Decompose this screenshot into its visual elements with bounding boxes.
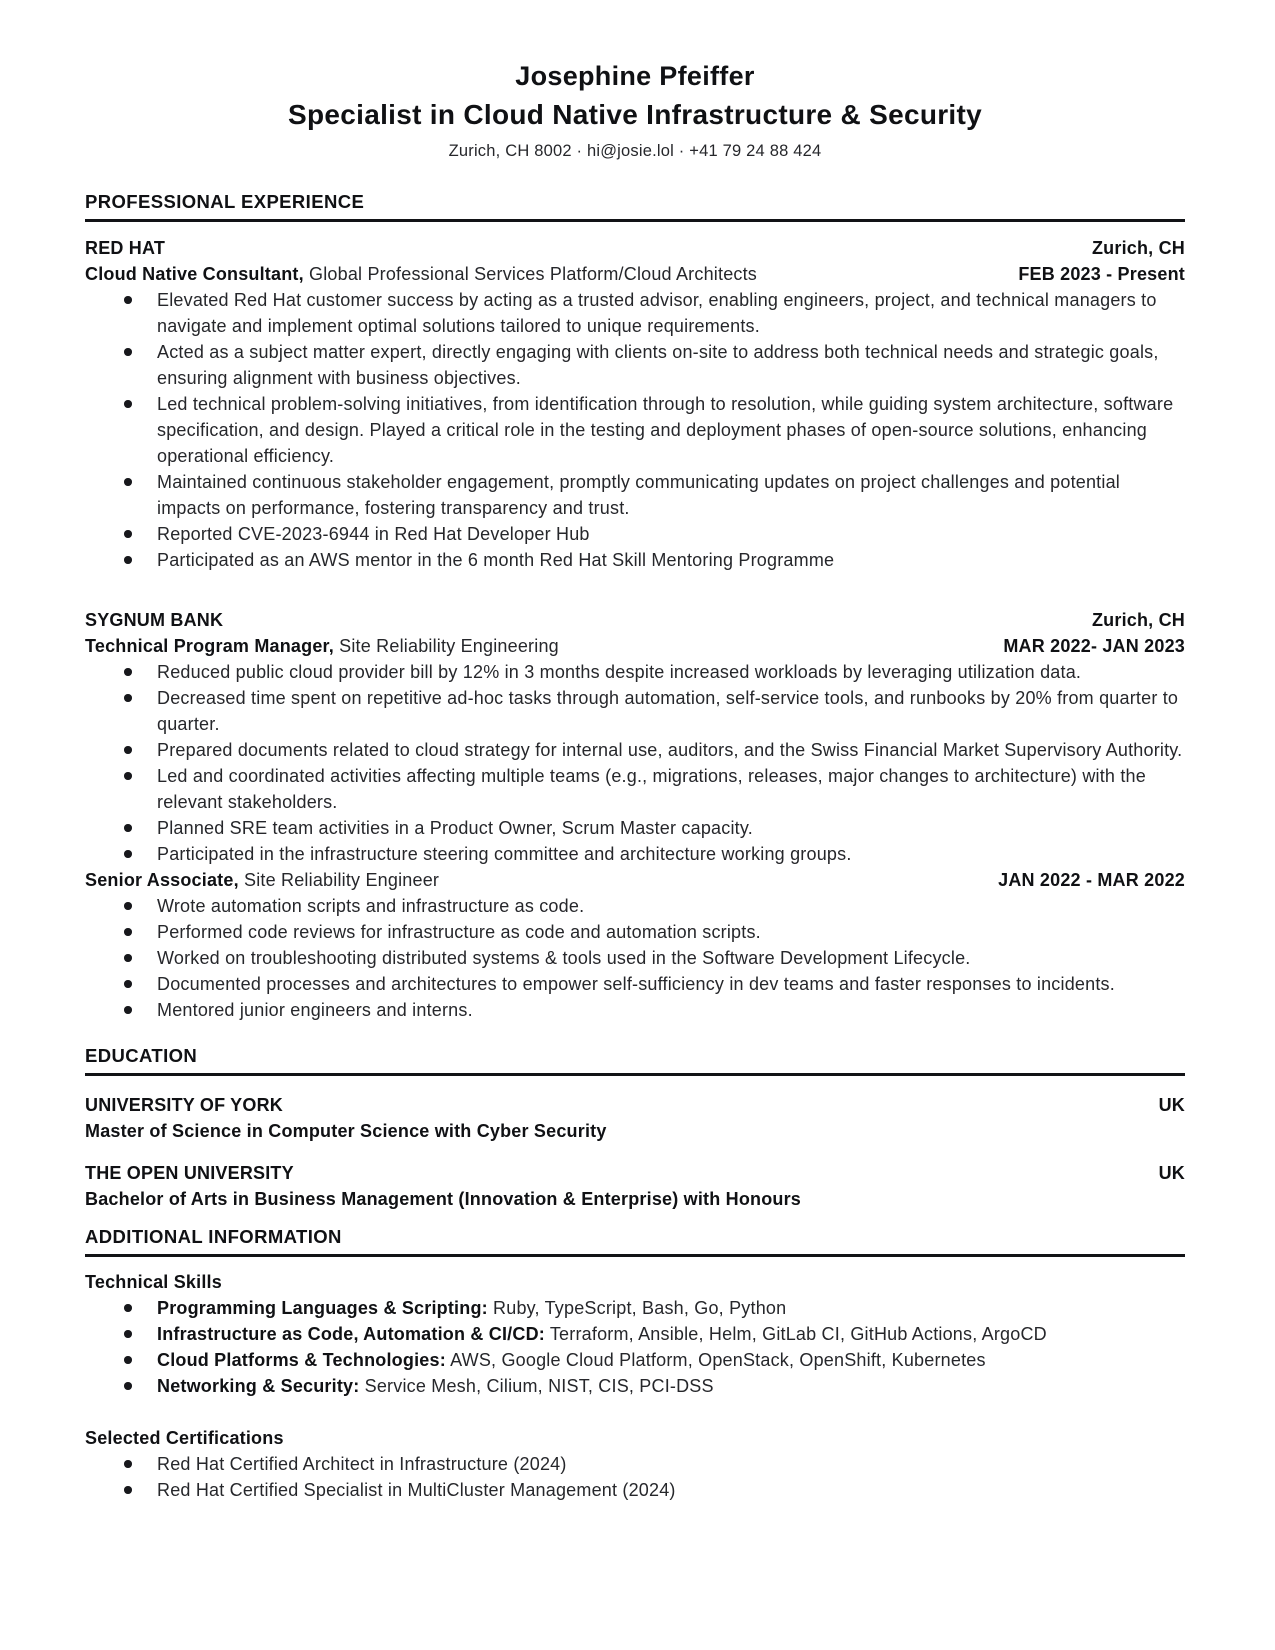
technical-skills-heading: Technical Skills — [85, 1272, 222, 1292]
role-dates: MAR 2022- JAN 2023 — [1003, 636, 1185, 656]
role-title: Technical Program Manager, — [85, 636, 334, 656]
job-sygnum-bank — [85, 607, 1185, 1023]
certifications-heading: Selected Certifications — [85, 1428, 284, 1448]
skill-label: Networking & Security: — [157, 1376, 360, 1396]
certifications-block — [85, 1425, 1185, 1503]
bullet-item: Participated in the infrastructure steering committee and architecture working groups. — [85, 841, 1185, 867]
role-title: Cloud Native Consultant, — [85, 264, 304, 284]
role-bullet-list — [85, 659, 1185, 867]
resume-header — [85, 57, 1185, 163]
role-detail: Site Reliability Engineering — [339, 636, 559, 656]
bullet-item: Wrote automation scripts and infrastructure as code. — [85, 893, 1185, 919]
bullet-item: Worked on troubleshooting distributed systems & tools used in the Software Development Lifecycle. — [85, 945, 1185, 971]
section-heading-education: EDUCATION — [85, 1045, 1185, 1076]
skill-item — [85, 1321, 1185, 1347]
bullet-item: Planned SRE team activities in a Product Owner, Scrum Master capacity. — [85, 815, 1185, 841]
section-additional-information — [85, 1226, 1185, 1503]
bullet-item: Mentored junior engineers and interns. — [85, 997, 1185, 1023]
school-row — [85, 1160, 1185, 1186]
resume-name: Josephine Pfeiffer — [515, 61, 755, 91]
degree-line: Bachelor of Arts in Business Management (Innovation & Enterprise) with Honours — [85, 1189, 802, 1209]
bullet-item: Performed code reviews for infrastructure as code and automation scripts. — [85, 919, 1185, 945]
skill-value: AWS, Google Cloud Platform, OpenStack, OpenShift, Kubernetes — [450, 1350, 986, 1370]
role-line — [85, 867, 998, 893]
contact-line: Zurich, CH 8002 · hi@josie.lol · +41 79 24 88 424 — [448, 142, 822, 160]
school-location: UK — [1158, 1095, 1185, 1115]
skill-item — [85, 1347, 1185, 1373]
role-line — [85, 633, 1003, 659]
school-row — [85, 1092, 1185, 1118]
school-location: UK — [1158, 1163, 1185, 1183]
skill-value: Ruby, TypeScript, Bash, Go, Python — [493, 1298, 787, 1318]
role-detail: Site Reliability Engineer — [244, 870, 440, 890]
bullet-item: Reduced public cloud provider bill by 12% in 3 months despite increased workloads by leveraging utilization data. — [85, 659, 1185, 685]
role-bullet-list — [85, 287, 1185, 573]
school-name: THE OPEN UNIVERSITY — [85, 1163, 294, 1183]
bullet-item: Maintained continuous stakeholder engagement, promptly communicating updates on project challenges and potential impacts on performance, fostering transparency and trust. — [85, 469, 1185, 521]
skill-value: Service Mesh, Cilium, NIST, CIS, PCI-DSS — [364, 1376, 714, 1396]
bullet-item: Led technical problem-solving initiatives, from identification through to resolution, while guiding system architecture, software specification, and design. Played a critical role in the testing and deployment phases of open-source solutions, enhancing operational efficiency. — [85, 391, 1185, 469]
bullet-item: Led and coordinated activities affecting multiple teams (e.g., migrations, releases, major changes to architecture) with the relevant stakeholders. — [85, 763, 1185, 815]
role-row — [85, 867, 1185, 893]
company-name: RED HAT — [85, 238, 166, 258]
role-row — [85, 261, 1185, 287]
role-line — [85, 261, 1018, 287]
bullet-item: Reported CVE-2023-6944 in Red Hat Developer Hub — [85, 521, 1185, 547]
certification-item: Red Hat Certified Specialist in MultiCluster Management (2024) — [85, 1477, 1185, 1503]
job-location: Zurich, CH — [1091, 238, 1185, 258]
role-title: Senior Associate, — [85, 870, 239, 890]
role-bullet-list — [85, 893, 1185, 1023]
skill-label: Cloud Platforms & Technologies: — [157, 1350, 446, 1370]
company-row — [85, 607, 1185, 633]
section-education — [85, 1045, 1185, 1212]
technical-skills-block — [85, 1269, 1185, 1399]
skill-label: Programming Languages & Scripting: — [157, 1298, 488, 1318]
role-dates: JAN 2022 - MAR 2022 — [998, 870, 1185, 890]
skill-item — [85, 1373, 1185, 1399]
school-university-of-york — [85, 1092, 1185, 1144]
skill-label: Infrastructure as Code, Automation & CI/CD: — [157, 1324, 545, 1344]
section-heading-additional: ADDITIONAL INFORMATION — [85, 1226, 1185, 1257]
role-detail: Global Professional Services Platform/Cloud Architects — [309, 264, 758, 284]
bullet-item: Documented processes and architectures to empower self-sufficiency in dev teams and faster responses to incidents. — [85, 971, 1185, 997]
job-red-hat — [85, 235, 1185, 573]
bullet-item: Participated as an AWS mentor in the 6 month Red Hat Skill Mentoring Programme — [85, 547, 1185, 573]
company-row — [85, 235, 1185, 261]
school-open-university — [85, 1160, 1185, 1212]
bullet-item: Decreased time spent on repetitive ad-hoc tasks through automation, self-service tools, and runbooks by 20% from quarter to quarter. — [85, 685, 1185, 737]
section-heading-experience: PROFESSIONAL EXPERIENCE — [85, 191, 1185, 222]
skill-item — [85, 1295, 1185, 1321]
bullet-item: Elevated Red Hat customer success by acting as a trusted advisor, enabling engineers, project, and technical managers to navigate and implement optimal solutions tailored to unique requirements. — [85, 287, 1185, 339]
certification-item: Red Hat Certified Architect in Infrastructure (2024) — [85, 1451, 1185, 1477]
bullet-item: Prepared documents related to cloud strategy for internal use, auditors, and the Swiss Financial Market Supervisory Authority. — [85, 737, 1185, 763]
job-location: Zurich, CH — [1091, 610, 1185, 630]
company-name: SYGNUM BANK — [85, 610, 224, 630]
skills-bullet-list — [85, 1295, 1185, 1399]
school-name: UNIVERSITY OF YORK — [85, 1095, 283, 1115]
role-dates: FEB 2023 - Present — [1018, 264, 1185, 284]
bullet-item: Acted as a subject matter expert, directly engaging with clients on-site to address both technical needs and strategic goals, ensuring alignment with business objectives. — [85, 339, 1185, 391]
section-professional-experience — [85, 191, 1185, 1023]
resume-headline: Specialist in Cloud Native Infrastructure & Security — [288, 99, 982, 130]
certifications-bullet-list — [85, 1451, 1185, 1503]
degree-line: Master of Science in Computer Science with Cyber Security — [85, 1121, 607, 1141]
role-row — [85, 633, 1185, 659]
skill-value: Terraform, Ansible, Helm, GitLab CI, GitHub Actions, ArgoCD — [549, 1324, 1047, 1344]
